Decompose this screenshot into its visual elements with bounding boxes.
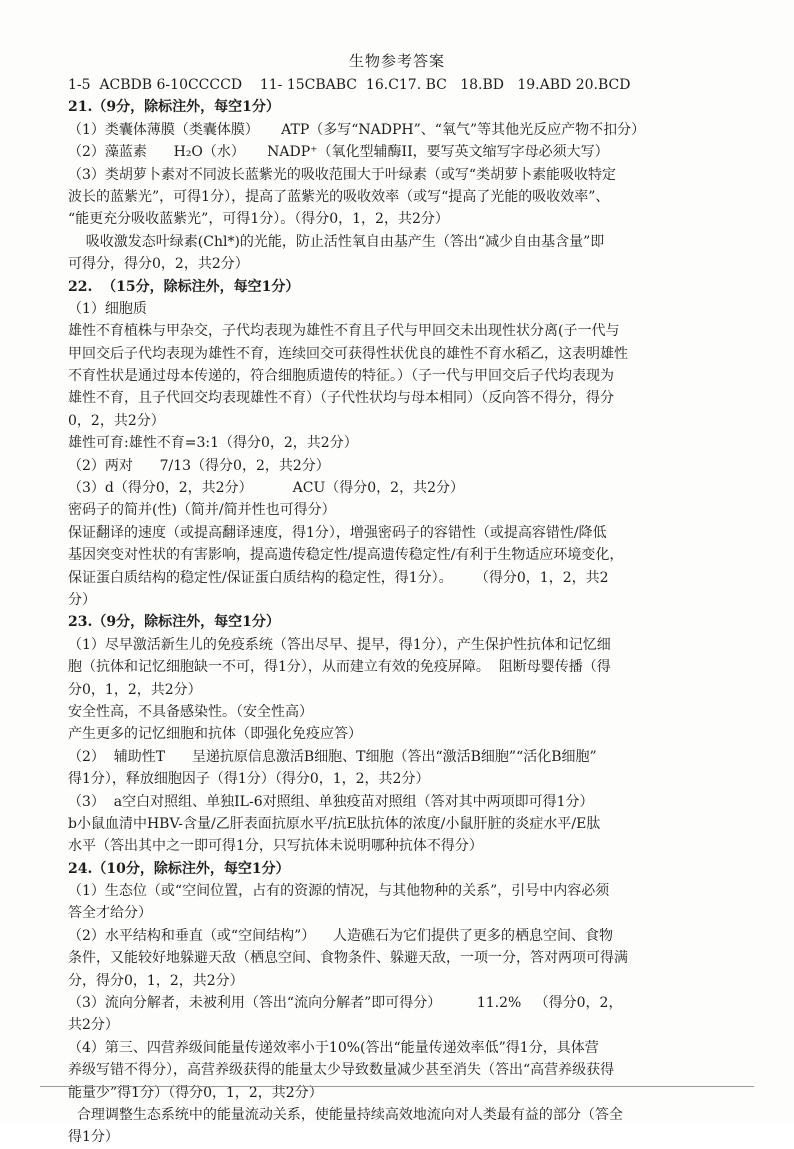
answer-line: 雄性可育:雄性不育=3:1（得分0，2，共2分） [68, 435, 358, 452]
answer-line: （1）生态位（或“空间位置，占有的资源的情况，与其他物种的关系”，引号中内容必须 [68, 883, 610, 900]
answer-line: 安全性高，不具备感染性。（安全性高） [68, 703, 313, 720]
answer-line: （3）流向分解者，未被利用（答出“流向分解者”即可得分） 11.2% （得分0，2， [68, 995, 623, 1012]
answer-line: （3）类胡萝卜素对不同波长蓝紫光的吸收范围大于叶绿素（或写“类胡萝卜素能吸收特定 [68, 166, 617, 183]
answer-line: 共2分） [68, 1017, 119, 1034]
answer-line: 21.（9分，除标注外，每空1分） [68, 99, 280, 116]
answer-line: 23.（9分，除标注外，每空1分） [68, 614, 280, 631]
bottom-divider [40, 1086, 754, 1087]
answer-line: 吸收激发态叶绿素(Chl*)的光能，防止活性氧自由基产生（答出“减少自由基含量”即 [68, 233, 605, 250]
answer-line: 得1分），释放细胞因子（得1分）（得分0，1，2，共2分） [68, 771, 430, 788]
answer-line: 22. （15分，除标注外，每空1分） [68, 278, 300, 295]
answer-line: 条件，又能较好地躲避天敌（栖息空间、食物条件、躲避天敌，一项一分，答对两项可得满 [68, 950, 628, 967]
answer-line: 能量少”得1分）（得分0，1，2，共2分） [68, 1084, 323, 1101]
answer-line: 分） [68, 591, 96, 608]
answer-line: （3）d（得分0，2，共2分） ACU（得分0，2，共2分） [68, 480, 464, 497]
answer-line: 可得分，得分0，2，共2分） [68, 256, 249, 273]
answer-line: （3） a空白对照组、单独IL-6对照组、单独疫苗对照组（答对其中两项即可得1分） [68, 793, 594, 810]
answer-body [68, 74, 704, 1149]
answer-line: b小鼠血清中HBV-含量/乙肝表面抗原水平/抗E肽抗体的浓度/小鼠肝脏的炎症水平/E肽 [68, 815, 601, 832]
answer-line: 胞（抗体和记忆细胞缺一不可，得1分），从而建立有效的免疫屏障。 阻断母婴传播（得 [68, 659, 611, 676]
answer-line: 波长的蓝紫光”，可得1分），提高了蓝紫光的吸收效率（或写“提高了光能的吸收效率”、 [68, 188, 610, 205]
answer-line: 0，2，共2分） [68, 412, 165, 429]
answer-line: 得1分） [68, 1129, 119, 1146]
answer-line: （2）两对 7/13（得分0，2，共2分） [68, 457, 330, 474]
answer-line: 产生更多的记忆细胞和抗体（即强化免疫应答） [68, 726, 362, 743]
answer-line: 保证蛋白质结构的稳定性/保证蛋白质结构的稳定性，得1分）。 （得分0，1，2，共2 [68, 569, 609, 586]
answer-line: （2）水平结构和垂直（或“空间结构”） 人造礁石为它们提供了更多的栖息空间、食物 [68, 927, 614, 944]
answer-line: 合理调整生态系统中的能量流动关系，使能量持续高效地流向对人类最有益的部分（答全 [68, 1106, 623, 1123]
answer-line: 密码子的简并(性)（简并/简并性也可得分） [68, 502, 336, 519]
document-title: 生物参考答案 [348, 52, 445, 70]
answer-line: 答全才给分） [68, 905, 152, 922]
answer-line: 保证翻译的速度（或提高翻译速度，得1分），增强密码子的容错性（或提高容错性/降低 [68, 524, 607, 541]
answer-line: 分，得分0，1，2，共2分） [68, 972, 244, 989]
answer-line: 甲回交后子代均表现为雄性不育，连续回交可获得性状优良的雄性不育水稻乙，这表明雄性 [68, 345, 628, 362]
answer-line: 雄性不育，且子代回交均表现雄性不育）（子代性状均与母本相同）（反向答不得分，得分 [68, 390, 614, 407]
answer-line: 养级写错不得分），高营养级获得的能量太少导致数量减少甚至消失（答出“高营养级获得 [68, 1062, 615, 1079]
answer-line: 水平（答出其中之一即可得1分，只写抗体未说明哪种抗体不得分） [68, 838, 483, 855]
answer-line: （2）藻蓝素 H₂O（水） NADP⁺（氧化型辅酶II，要写英文缩写字母必须大写） [68, 144, 609, 161]
answer-line: 1-5 ACBDB 6-10CCCCD 11- 15CBABC 16.C17. BC 18.BD 19.ABD 20.BCD [68, 77, 631, 93]
answer-line: 基因突变对性状的有害影响，提高遗传稳定性/提高遗传稳定性/有利于生物适应环境变化， [68, 547, 624, 564]
answer-line: （1）尽早激活新生儿的免疫系统（答出尽早、提早，得1分），产生保护性抗体和记忆细 [68, 636, 611, 653]
answer-line: 24.（10分，除标注外，每空1分） [68, 860, 290, 877]
answer-line: 雄性不育植株与甲杂交，子代均表现为雄性不育且子代与甲回交未出现性状分离(子一代与 [68, 323, 620, 340]
answer-line: （2） 辅助性T 呈递抗原信息激活B细胞、T细胞（答出“激活B细胞”“活化B细胞” [68, 748, 597, 765]
answer-line: 不育性状是通过母本传递的，符合细胞质遗传的特征。）（子一代与甲回交后子代均表现为 [68, 368, 614, 385]
answer-line: 分0，1，2，共2分） [68, 681, 202, 698]
answer-line: （1）类囊体薄膜（类囊体膜） ATP（多写“NADPH”、“氧气”等其他光反应产物不扣分） [68, 121, 646, 138]
answer-line: （4）第三、四营养级间能量传递效率小于10%(答出“能量传递效率低”得1分，具体营 [68, 1039, 599, 1056]
answer-line: “能更充分吸收蓝紫光”，可得1分）。（得分0，1，2，共2分） [68, 211, 449, 228]
answer-line: （1）细胞质 [68, 300, 147, 317]
